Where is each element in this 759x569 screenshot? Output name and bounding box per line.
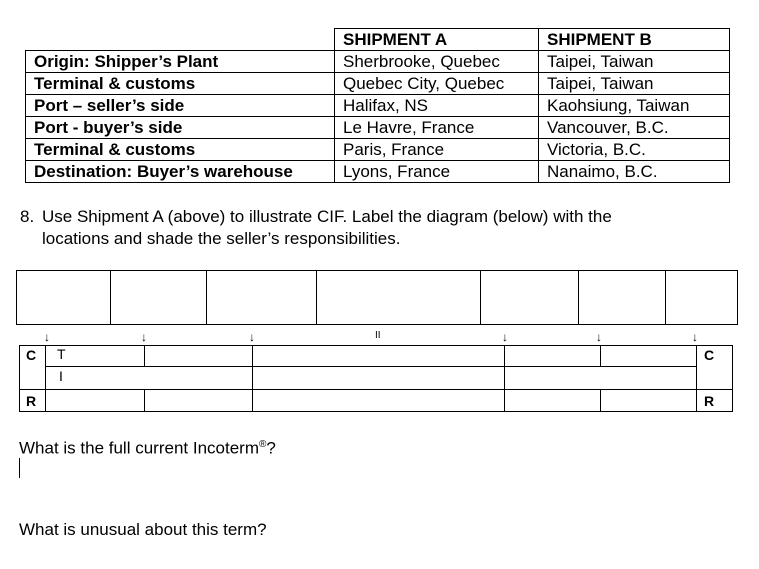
grid-divider (696, 345, 697, 412)
table-row (26, 73, 730, 95)
registered-mark: ® (258, 439, 267, 450)
down-arrow-icon: ↓ (692, 330, 698, 344)
cost-label-left: C (26, 347, 37, 363)
row-label: Port – seller’s side (26, 95, 335, 117)
question-8-line-2: locations and shade the seller’s responsibilities. (42, 229, 401, 248)
risk-label-left: R (26, 393, 37, 409)
row-label: Terminal & customs (26, 73, 335, 95)
unusual-question: What is unusual about this term? (19, 520, 267, 539)
table-row (26, 51, 730, 73)
header-shipment-a: SHIPMENT A (335, 29, 539, 51)
incoterm-question (19, 434, 276, 460)
grid-divider (45, 345, 46, 412)
ti-label-i: I (59, 368, 63, 384)
down-arrow-icon: ↓ (44, 330, 50, 344)
table-header-row (26, 29, 730, 51)
location-box-divider (480, 270, 481, 325)
location-box-divider (578, 270, 579, 325)
table-row (26, 139, 730, 161)
cost-risk-grid (19, 345, 733, 412)
question-8-number: 8. (20, 207, 35, 226)
shipment-b-cell: Vancouver, B.C. (539, 117, 730, 139)
table-row (26, 95, 730, 117)
shipment-a-cell: Le Havre, France (335, 117, 539, 139)
row-label: Origin: Shipper’s Plant (26, 51, 335, 73)
grid-divider (144, 345, 145, 367)
question-8-line-1: Use Shipment A (above) to illustrate CIF. Label the diagram (below) with the (42, 207, 612, 226)
grid-divider (600, 345, 601, 367)
location-box-divider (316, 270, 317, 325)
shipment-a-cell: Sherbrooke, Quebec (335, 51, 539, 73)
shipment-a-cell: Quebec City, Quebec (335, 73, 539, 95)
grid-divider (45, 366, 696, 367)
header-blank-cell (26, 29, 335, 51)
down-arrow-icon: ↓ (596, 330, 602, 344)
shipment-b-cell: Taipei, Taiwan (539, 51, 730, 73)
down-arrow-icon: ↓ (502, 330, 508, 344)
ti-label-t: T (57, 346, 66, 362)
table-row (26, 117, 730, 139)
shipment-b-cell: Victoria, B.C. (539, 139, 730, 161)
location-boxes-row (16, 270, 738, 325)
shipment-b-cell: Taipei, Taiwan (539, 73, 730, 95)
location-box-divider (206, 270, 207, 325)
shipment-a-cell: Lyons, France (335, 161, 539, 183)
row-label: Destination: Buyer’s warehouse (26, 161, 335, 183)
shipment-table (25, 28, 730, 183)
grid-divider (19, 389, 733, 390)
down-arrow-icon: ↓ (141, 330, 147, 344)
shipment-a-cell: Halifax, NS (335, 95, 539, 117)
grid-divider (144, 389, 145, 412)
grid-divider (600, 389, 601, 412)
center-mark: II (375, 330, 381, 341)
shipment-a-cell: Paris, France (335, 139, 539, 161)
shipment-b-cell: Kaohsiung, Taiwan (539, 95, 730, 117)
table-row (26, 161, 730, 183)
location-box-divider (665, 270, 666, 325)
location-box-divider (110, 270, 111, 325)
grid-divider (252, 345, 253, 412)
row-label: Terminal & customs (26, 139, 335, 161)
answer-text-cursor[interactable] (19, 458, 20, 478)
down-arrow-icon: ↓ (249, 330, 255, 344)
header-shipment-b: SHIPMENT B (539, 29, 730, 51)
cost-label-right: C (704, 347, 715, 363)
incoterm-question-text: What is the full current Incoterm (19, 438, 259, 458)
grid-divider (504, 345, 505, 412)
risk-label-right: R (704, 393, 715, 409)
row-label: Port - buyer’s side (26, 117, 335, 139)
incoterm-question-end: ? (266, 438, 276, 458)
shipment-b-cell: Nanaimo, B.C. (539, 161, 730, 183)
